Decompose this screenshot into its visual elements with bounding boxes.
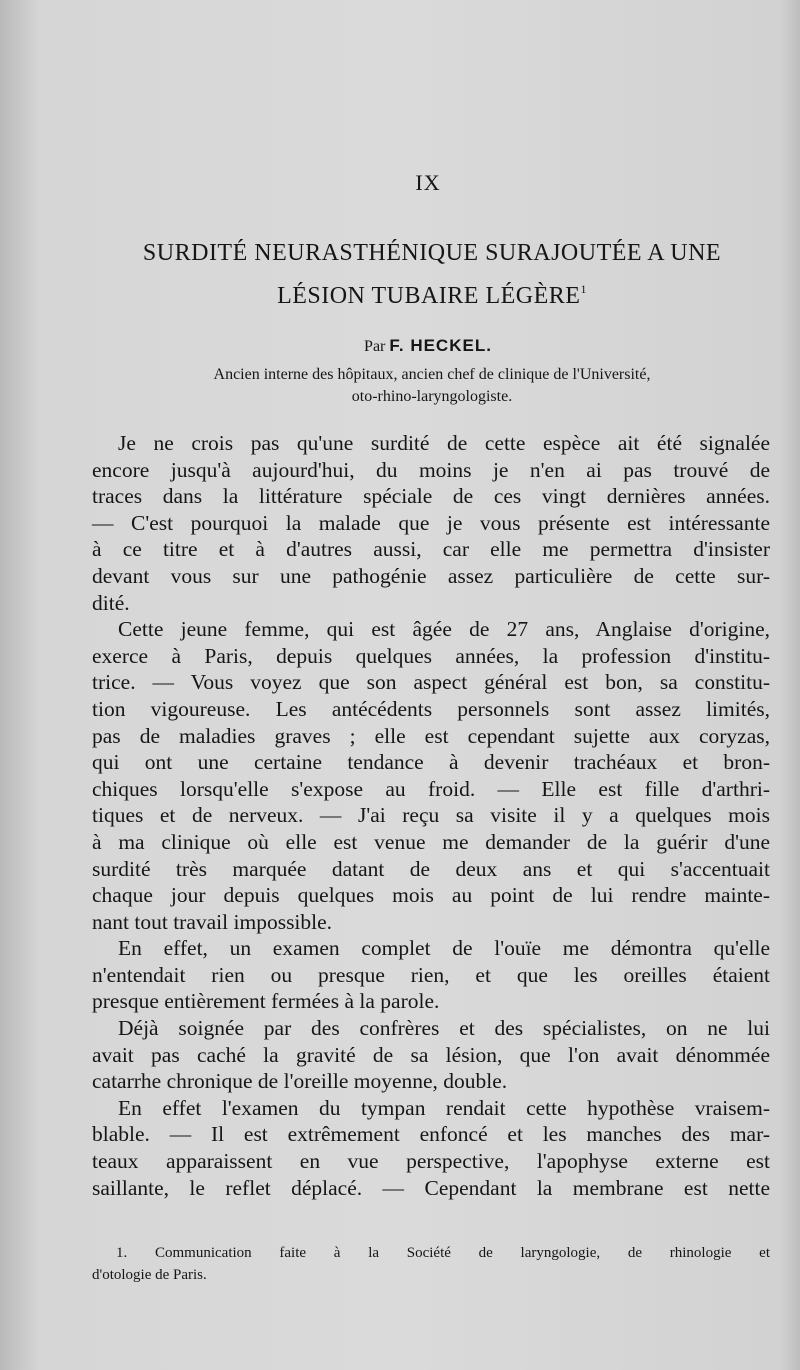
body-line: saillante, le reflet déplacé. — Cependant la membrane est nette (92, 1175, 770, 1200)
byline-prefix: Par (364, 338, 386, 355)
body-line: — C'est pourquoi la malade que je vous présente est intéressante (92, 510, 770, 535)
body-line: presque entièrement fermées à la parole. (92, 989, 440, 1014)
article-title-line-2-text: LÉSION TUBAIRE LÉGÈRE (277, 283, 581, 309)
article-title-line-1: SURDITÉ NEURASTHÉNIQUE SURAJOUTÉE A UNE (142, 240, 722, 266)
body-line: Cette jeune femme, qui est âgée de 27 ans, Anglaise d'origine, (118, 617, 770, 642)
body-line: Déjà soignée par des confrères et des spécialistes, on ne lui (118, 1016, 770, 1041)
body-line: pas de maladies graves ; elle est cependant sujette aux coryzas, (92, 723, 770, 748)
footnote-line-1: 1. Communication faite à la Société de laryngologie, de rhinologie et (116, 1245, 770, 1261)
body-line: chiques lorsqu'elle s'expose au froid. — Elle est fille d'arthri- (92, 776, 770, 801)
body-line: teaux apparaissent en vue perspective, l'apophyse externe est (92, 1149, 770, 1174)
body-line: trice. — Vous voyez que son aspect général est bon, sa constitu- (92, 670, 770, 695)
body-line: tiques et de nerveux. — J'ai reçu sa visite il y a quelques mois (92, 803, 770, 828)
body-line: surdité très marquée datant de deux ans et qui s'accentuait (92, 856, 770, 881)
body-line: En effet, un examen complet de l'ouïe me démontra qu'elle (118, 936, 770, 961)
affiliation-line-1: Ancien interne des hôpitaux, ancien chef de clinique de l'Université, (213, 366, 651, 383)
article-title-line-2 (0, 282, 800, 310)
body-text (92, 430, 770, 1201)
body-line: encore jusqu'à aujourd'hui, du moins je n'en ai pas trouvé de (92, 457, 770, 482)
body-line: blable. — Il est extrêmement enfoncé et les manches des mar- (92, 1122, 770, 1147)
body-line: avait pas caché la gravité de sa lésion, que l'on avait dénommée (92, 1042, 770, 1067)
byline (0, 336, 800, 356)
chapter-number: IX (415, 170, 441, 195)
body-line: exerce à Paris, depuis quelques années, la profession d'institu- (92, 643, 770, 668)
body-line: qui ont une certaine tendance à devenir trachéaux et bron- (92, 750, 770, 775)
body-line: à ce titre et à d'autres aussi, car elle me permettra d'insister (92, 537, 770, 562)
footnote (92, 1242, 770, 1286)
body-line: catarrhe chronique de l'oreille moyenne, double. (92, 1069, 508, 1094)
body-line: Je ne crois pas qu'une surdité de cette espèce ait été signalée (118, 431, 770, 455)
body-line: n'entendait rien ou presque rien, et que les oreilles étaient (92, 962, 770, 987)
body-line: nant tout travail impossible. (92, 909, 333, 934)
body-line: traces dans la littérature spéciale de ces vingt dernières années. (92, 484, 770, 509)
author-name: F. HECKEL. (389, 336, 492, 355)
body-line: devant vous sur une pathogénie assez particulière de cette sur- (92, 563, 770, 588)
body-line: dité. (92, 590, 130, 615)
body-line: chaque jour depuis quelques mois au point de lui rendre mainte- (92, 883, 770, 908)
body-line: à ma clinique où elle est venue me demander de la guérir d'une (92, 829, 770, 854)
title-footnote-marker: 1 (580, 282, 587, 296)
body-line: En effet l'examen du tympan rendait cette hypothèse vraisem- (118, 1095, 770, 1120)
footnote-line-2: d'otologie de Paris. (92, 1267, 207, 1283)
affiliation-line-2: oto-rhino-laryngologiste. (351, 388, 513, 405)
body-line: tion vigoureuse. Les antécédents personnels sont assez limités, (92, 696, 770, 721)
